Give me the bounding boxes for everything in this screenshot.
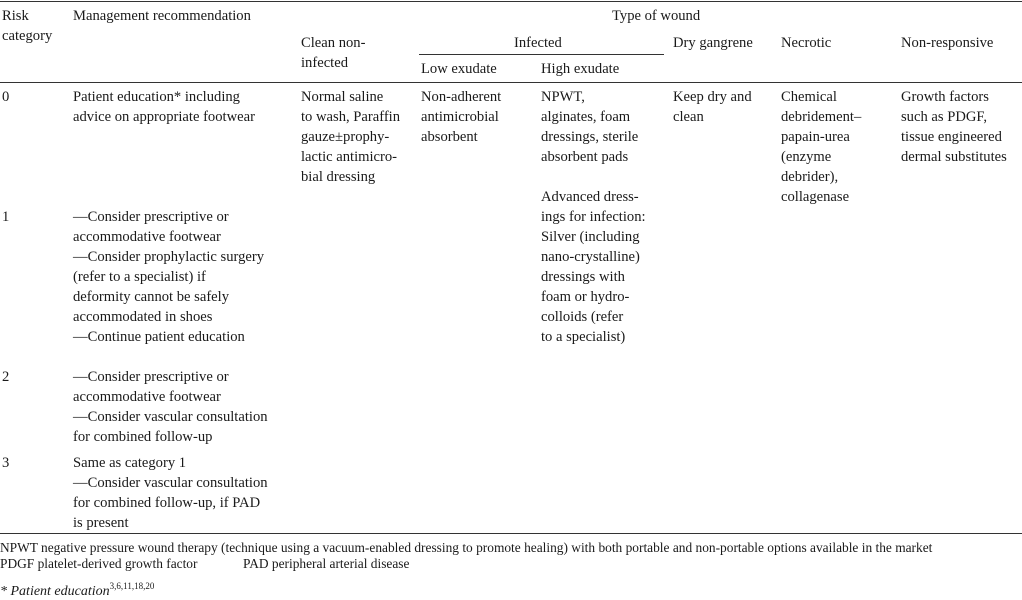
header-low-exudate: Low exudate	[421, 61, 497, 77]
risk-category-2: 2	[2, 369, 10, 385]
footnote-pad: PAD peripheral arterial disease	[243, 556, 410, 571]
header-clean-non-infected: Clean non- infected	[301, 35, 366, 71]
table-top-rule	[0, 1, 1022, 2]
header-bottom-rule	[0, 82, 1022, 83]
header-dry-gangrene: Dry gangrene	[673, 35, 753, 51]
footnote-pdgf: PDGF platelet-derived growth factor	[0, 556, 198, 571]
header-infected: Infected	[514, 35, 562, 51]
footnote-npwt: NPWT negative pressure wound therapy (technique using a vacuum-enabled dressing to promote healing) with both portable and non-portable options available in the market	[0, 540, 933, 555]
header-high-exudate: High exudate	[541, 61, 620, 77]
management-row-3: Same as category 1 —Consider vascular consultation for combined follow-up, if PAD is present	[73, 455, 268, 531]
management-row-2: —Consider prescriptive or accommodative footwear —Consider vascular consultation for combined follow-up	[73, 369, 268, 445]
infected-group-rule	[419, 54, 664, 55]
treatment-low-exudate: Non-adherent antimicrobial absorbent	[421, 89, 502, 145]
management-row-0: Patient education* including advice on appropriate footwear	[73, 89, 255, 125]
footnote-patient-education: * Patient education$^{3,6,11,18,20}$	[0, 581, 155, 599]
risk-category-0: 0	[2, 89, 10, 105]
management-row-1: —Consider prescriptive or accommodative footwear —Consider prophylactic surgery (refer to a specialist) if deformity cannot be safely accommodated in shoes —Continue patient education	[73, 209, 265, 345]
treatment-non-responsive: Growth factors such as PDGF, tissue engineered dermal substitutes	[901, 89, 1007, 165]
risk-category-1: 1	[2, 209, 10, 225]
treatment-dry-gangrene: Keep dry and clean	[673, 89, 752, 125]
table-bottom-rule	[0, 533, 1022, 534]
risk-category-3: 3	[2, 455, 10, 471]
treatment-necrotic: Chemical debridement– papain-urea (enzyme debrider), collagenase	[781, 89, 862, 205]
header-necrotic: Necrotic	[781, 35, 832, 51]
header-non-responsive: Non-responsive	[901, 35, 994, 51]
header-risk-category: Risk category	[2, 8, 53, 44]
header-management: Management recommendation	[73, 8, 251, 24]
treatment-clean-non-infected: Normal saline to wash, Paraffin gauze±prophy- lactic antimicro- bial dressing	[301, 89, 401, 185]
treatment-high-exudate-advanced: Advanced dress- ings for infection: Silver (including nano-crystalline) dressings with foam or hydro- colloids (refer to a specialist)	[541, 189, 646, 345]
treatment-high-exudate: NPWT, alginates, foam dressings, sterile absorbent pads	[541, 89, 639, 165]
header-type-of-wound: Type of wound	[612, 8, 701, 24]
patient-education-references: 3,6,11,18,20	[109, 581, 155, 591]
